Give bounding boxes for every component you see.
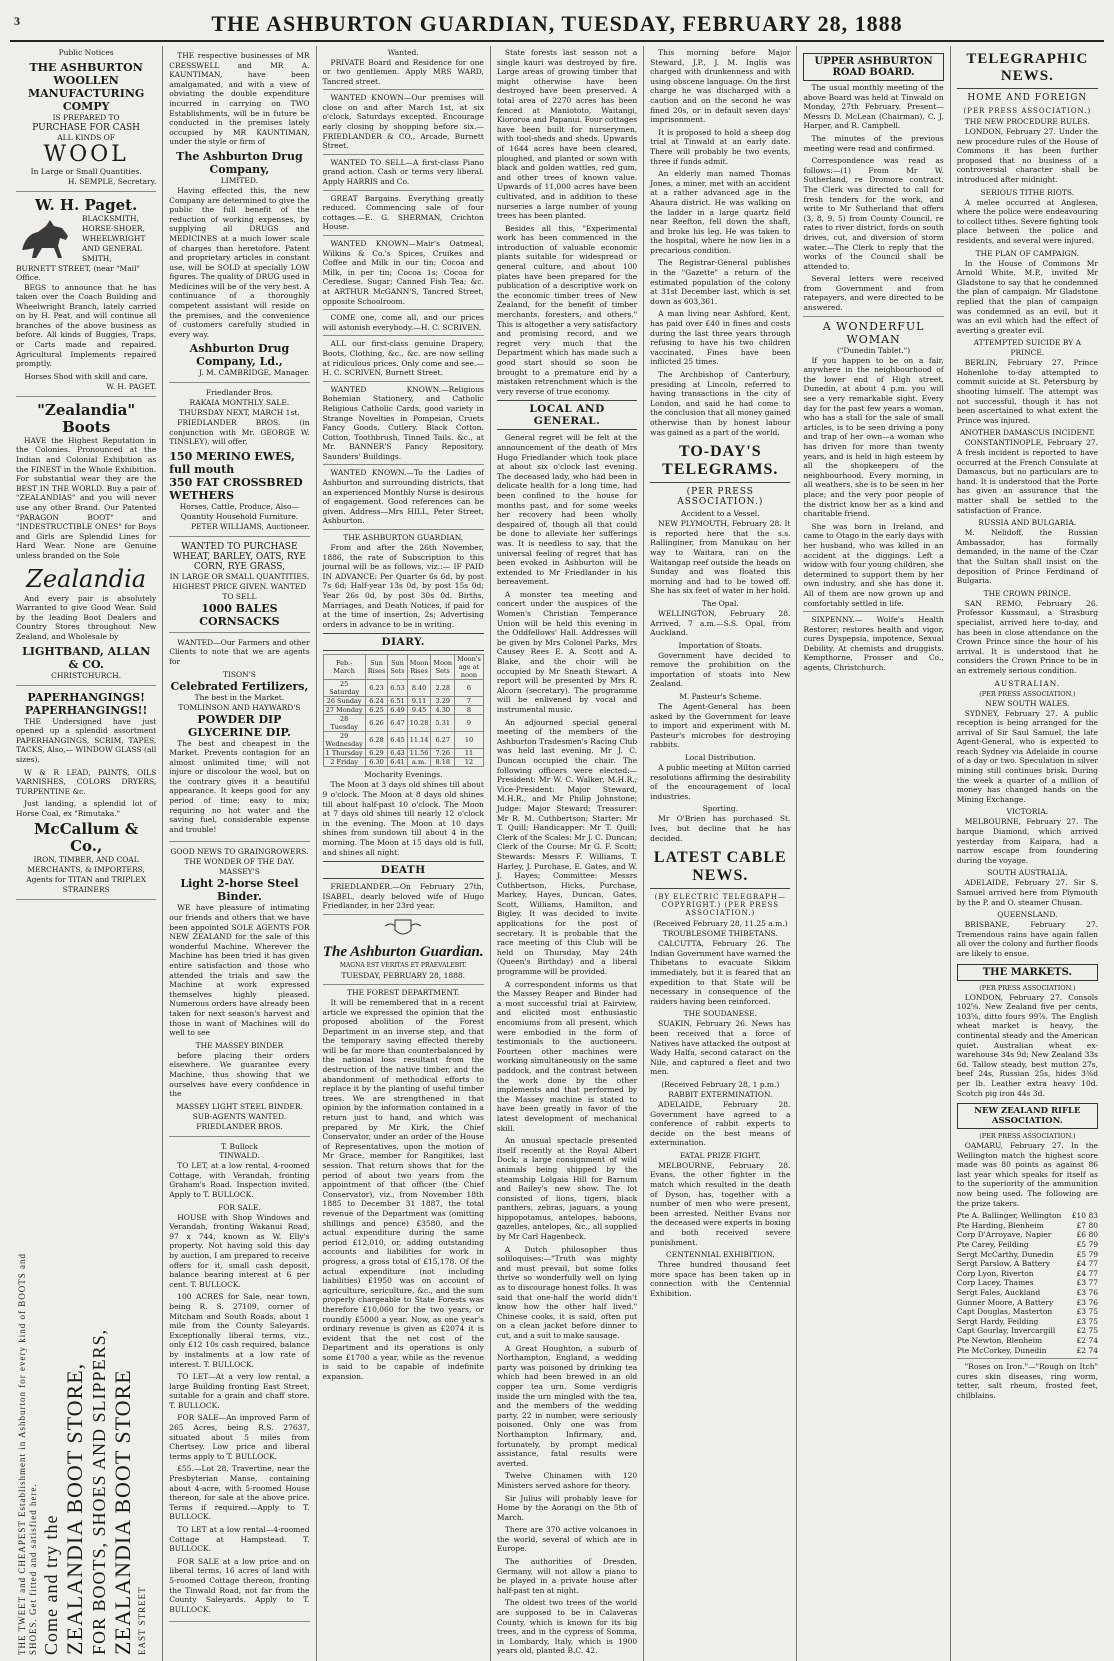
score-prize: £10 83 [1071, 1211, 1098, 1221]
diary-cell: 9.11 [407, 697, 431, 706]
score-prize: £4 77 [1076, 1268, 1098, 1278]
upper-ashburton-body: The usual monthly meeting of the above Board was held at Tinwald on Monday, 27th February. Present—Messrs D. McLean (Chairman), C. J. Harper, and R. Campbell. The minutes of the previous meeting were read and confirmed. Correspondence was read as follows:—(1) From Mr W. Sutherland, re Dromore contract. The Clerk was directed to call for fresh tenders for the work, and write to Mr Sutherland that offers (3, 8, 9, 5) from County Council, re rates to river district, fords on south drives, cut, and diversion of storm water.—The Clerk to reply that the works of the Council shall be attended to. Several letters were received from Government and from ratepayers, and were directed to be answered. [803, 83, 944, 313]
tinwald: TINWALD. [219, 1151, 260, 1161]
diary-table [323, 654, 484, 767]
score-prize: £3 75 [1076, 1307, 1098, 1317]
paget-trades: BLACKSMITH, HORSE-SHOER, WHEELWRIGHT AND GENERAL SMITH, [82, 213, 146, 263]
small-ads: PRIVATE Board and Residence for one or two gentlemen. Apply MRS WARD, Tancred street. WANTED KNOWN—Our premises will close on and after March 1st, at six o'clock, Saturdays excepted. Encourage early closing by shopping before six.—FRIEDLANDER & CO., Arcade, Burnett Street. WANTED TO SELL—A first-class Piano grand action. Cash or terms very liberal. Apply HARRIS and Co. GREAT Bargains. Everything greatly reduced. Commencing sale of four cottages.—E. G. SHERMAN, Crichton House. WANTED KNOWN—Mair's Oatmeal, Wilkins & Co.'s Spices, Cruikes and Coffee and Milk in our tin; Cocoa and Milk, in per tin; Cocoa 1s; Cocoa for Ceredlese. Sugar; Canned Fish Tea; &c. at ARTHUR McGANN'S, Tancred Street, opposite Schoolroom. COME one, come all, and our prices will astonish everybody.—H. C. SCRIVEN. ALL our first-class genuine Drapery, Boots, Clothing, &c., &c. are now selling at ridiculous prices. Only come and see.—H. C. SCRIVEN, Burnett Street. WANTED KNOWN.—Religious Bohemian Stationery, and Catholic Religious Catholic Cards, good variety in Strange Novelties in Pompeian, Cruets Fancy Goods, Cutlery. Black Cotton. Cotton, Toothbrush, Tinned Tails. &c., at Mr. BANNER'S Fancy Repository, Saunders' Buildings. WANTED KNOWN.—To the Ladies of Ashburton and surrounding districts, that an experienced Monthly Nurse is desirous of engagement. Good references can be given. Address—Mrs HILL, Peter Street, Ashburton. [322, 57, 484, 526]
grain-advert [169, 539, 309, 633]
score-row [957, 1288, 1098, 1298]
boot-store-line-2: ZEALANDIA BOOT STORE, [61, 1362, 87, 1655]
drug-name: The Ashburton Drug Company, [176, 149, 303, 176]
diary-header-cell: Feb.-March [323, 655, 365, 680]
diary-cell: 8.18 [431, 758, 455, 767]
woollen-name: THE ASHBURTON WOOLLEN [29, 60, 143, 87]
telegraphic-head: TELEGRAPHIC NEWS. [957, 48, 1098, 89]
score-row [957, 1230, 1098, 1240]
diary-cell: 10 [455, 732, 484, 749]
paget-address: BURNETT STREET, (near "Mail" Office. [16, 263, 140, 282]
binder-name: MASSEY LIGHT STEEL BINDER. [175, 1101, 303, 1111]
diary-cell: 11.56 [407, 749, 431, 758]
boot-store-advert [12, 1225, 152, 1655]
score-prize: £3 76 [1076, 1297, 1098, 1307]
page-number: 3 [14, 14, 21, 28]
binder-title: Light 2-horse Steel Binder. [180, 877, 299, 904]
diary-cell: 11 [455, 749, 484, 758]
rakaia-sale: RAKAIA MONTHLY SALE. [189, 397, 290, 407]
guardian-name: The Ashburton Guardian. [322, 943, 484, 960]
score-name: Pte Harding, Blenheim [956, 1220, 1044, 1230]
crest [323, 918, 484, 940]
diary-row [323, 749, 483, 758]
drug-company-advert [169, 48, 309, 383]
score-row [957, 1240, 1098, 1250]
diary-cell: 4.30 [431, 706, 455, 715]
boot-store-small: THE TWEET and CHEAPEST Establishment in Ashburton for every kind of BOOTS and SHOES. Get fitted and satisfied here. [16, 1253, 38, 1655]
diary-cell: 25 Saturday [323, 680, 365, 697]
diary-cell: 6 [455, 680, 484, 697]
diary-cell: 28 Tuesday [323, 715, 365, 732]
rakaia-date: THURSDAY NEXT, MARCH 1st. [179, 407, 300, 417]
horse-icon [16, 216, 78, 262]
diary-cell: 6.43 [388, 749, 407, 758]
score-row [957, 1250, 1098, 1260]
score-name: Corp D'Arroyave, Napier [956, 1230, 1052, 1240]
diary-cell: 9.45 [407, 706, 431, 715]
markets-body: LONDON, February 27. Consols 102⅝. New Zealand five per cents, 103⅝, ditto fours 99⅞. The English wheat market is heavy, the continental steady and the American quiet. Australian wheat ex-warehouse 34s 9d; New Zealand 33s 6d. Tallow steady, best mutton 27s, beef 24s, Russian 25s, hides 3⅜d per lb. Leather extra heavy 10d. Scotch pig iron 44s 3d. [956, 992, 1098, 1098]
diary-cell: 8 [455, 706, 484, 715]
score-prize: £4 77 [1076, 1259, 1098, 1269]
score-name: Sergt Parslow, A Battery [956, 1259, 1050, 1269]
diary-cell: 7 [455, 697, 484, 706]
mccallum-trade: IRON, TIMBER, AND COAL MERCHANTS, & IMPORTERS, [27, 855, 145, 875]
diary-cell: 5.31 [431, 715, 455, 732]
wanted-wheat: WANTED TO PURCHASE WHEAT, BARLEY, OATS, RYE CORN, RYE GRASS, [172, 541, 306, 572]
score-name: Pte Carey, Feilding [956, 1240, 1029, 1250]
diary-cell: 26 Sunday [323, 697, 365, 706]
fertilizers: Celebrated Fertilizers, [170, 679, 309, 693]
markets-head: THE MARKETS. [957, 964, 1098, 981]
glycerine-dip: GLYCERINE DIP. [188, 725, 291, 739]
score-prize: £6 80 [1076, 1230, 1098, 1240]
drug-notice: THE respective businesses of MR CRESSWELL and MR A. KAUNTIMAN, have been amalgamated, and with a view of obviating the double expenditure incurred in carrying on TWO Establishments, will be in future be conducted in the premises lately occupied by MR KAUNTIMAN, under the style or firm of [169, 51, 310, 147]
score-name: Pte A. Ballinger, Wellington [956, 1211, 1062, 1221]
woollen-sign: H. SEMPLE, Secretary. [67, 176, 157, 186]
friedlander-label: Friedlander Bros. [205, 388, 273, 398]
powder-dip: POWDER DIP [197, 712, 282, 726]
score-name: Capt Gourlay, Invercargill [956, 1326, 1056, 1336]
boot-store-line-4: ZEALANDIA BOOT STORE [109, 1369, 135, 1655]
paget-name: W. H. Paget. [34, 195, 138, 214]
diary-cell: 6.29 [365, 749, 387, 758]
paperhangings-advert [16, 688, 156, 901]
score-name: Corp Lacey, Thames [956, 1278, 1034, 1288]
zealandia-body: HAVE the Highest Reputation in the Colonies. Pronounced at the Indian and Colonial Exhibition as the FINEST in the Whole Exhibition. For substantial wear they are the BEST IN THE WORLD. Buy a pair of "ZEALANDIAS" and you will never use any other Brand. Our Patented "PARAGON BOOT" and "INDESTRUCTIBLE ONES" for Boys and Girls are Splendid Lines for Hard Wear. None are Genuine unless branded on the Sole [16, 435, 157, 560]
score-row [957, 1326, 1098, 1336]
lightband-city: CHRISTCHURCH. [51, 670, 122, 680]
paget-body: BEGS to announce that he has taken over the Coach Building and Wheelwright Branch, lately carried on by H. Peat, and will continue all branches of the above business as before. All kinds of Buggies, Traps, or Carts made and repaired. Agricultural Implements repaired promptly. [16, 282, 157, 369]
cable-head: LATEST CABLE NEWS. [650, 846, 790, 889]
telegrams-body: Accident to a Vessel. NEW PLYMOUTH, February 28. It is reported here that the s.s. Rallinginer, from Manukau on her way to Waitara, ran on the Waitangap reef outside the heads on Sunday and was floated this morning and had to be towed off. She has six feet of water in her hold. The Opal. WELLINGTON, February 28. Arrived, 7 a.m.—S.S. Opal, from Auckland. Importation of Stoats. Government have decided to remove the prohibition on the importation of stoats into New Zealand. M. Pasteur's Scheme. The Agent-General has been asked by the Government for leave to import and experiment with M. Pasteur's microbes for destroying rabbits. Local Distribution. A public meeting at Milton carried resolutions affirming the desirability of the encouragement of local industries. Sporting. Mr O'Brien has purchased St. Ives, but decline that he has decided. [650, 509, 791, 843]
score-prize: £3 76 [1076, 1288, 1098, 1297]
dip-body: The best and cheapest in the Market. Prevents contagion for an almost unlimited time; will not injure or discolour the wool, but on the contrary gives it a beautiful appearance. It keeps good for any period of time; easy to mix; requiring no hot water and the saving fuel, considerable expense and trouble! [169, 738, 310, 834]
woollen-wool: WOOL [43, 141, 129, 167]
diary-cell: 6.27 [431, 732, 455, 749]
score-row [957, 1259, 1098, 1269]
score-prize: £2 75 [1076, 1326, 1098, 1336]
wanted-note: IN LARGE OR SMALL QUANTITIES. HIGHEST PRICE GIVEN. WANTED TO SELL [169, 571, 310, 601]
score-name: Capt Douglas, Masterton [956, 1307, 1053, 1317]
wanted-label: Wanted. [387, 48, 419, 57]
cable-sub: (BY ELECTRIC TELEGRAPH—COPYRIGHT.) (PER PRESS ASSOCIATION.) [654, 893, 786, 918]
diary-cell: 6.47 [388, 715, 407, 732]
merino-sign: PETER WILLIAMS, Auctioneer. [190, 521, 310, 531]
score-row [957, 1317, 1098, 1327]
forest-continued: State forests last season not a single kauri was destroyed by fire. Large areas of growing timber that might otherwise have been destroyed have been preserved. A total area of 2270 acres has been fenced at Maniototo, Waitangi, Kiororoa and Papanui. Four cottages have been built for nurserymen, with tool-sheds and sheds. Upwards of 1644 acres have been cleared, ploughed, and planted or sown with black and golden wattles, red gum, and other trees of known value. Upwards of 11,000 acres have been cultivated, and in addition to these nurseries a large number of young trees has been planted. Besides all this, "Experimental work has been commenced in the introduction of valuable economic plants suitable for widespread or general culture, and about 100 plates have been prepared for the publication of a descriptive work on the economic timber trees of New Zealand, for the benefit of timber merchants, foresters, and others." This is altogether a very satisfactory and promising record, and we regret very much that the Department which has made such a good start should so soon be brought to a premature end by a mistaken retrenchment which is the very reverse of true economy. [496, 48, 638, 396]
death-body: FRIEDLANDER.—On February 27th, ISABEL, dearly beloved wife of Hugo Friedlander, in her 23rd year. [322, 882, 484, 911]
fertilizer-advert [169, 635, 309, 843]
score-name: Gunner Moore, A Battery [956, 1297, 1054, 1307]
binder-advert [169, 844, 309, 1136]
diary-cell: 8.40 [407, 680, 431, 697]
binder-sign: FRIEDLANDER BROS. [196, 1121, 283, 1131]
merino-note: Horses, Cattle, Produce, Also— Quantity Household Furniture. [179, 501, 300, 521]
upper-ashburton-head: UPPER ASHBURTON ROAD BOARD. [803, 53, 943, 81]
local-head: LOCAL AND GENERAL. [497, 400, 637, 430]
diary-cell: 6.25 [365, 706, 387, 715]
rifle-scores [957, 1211, 1098, 1355]
woollen-kinds: ALL KINDS OF [57, 132, 116, 142]
guardian-date: TUESDAY, FEBRUARY 28, 1888. [341, 970, 466, 980]
binder-see: THE MASSEY BINDER [195, 1040, 284, 1050]
section-label: Public Notices [58, 48, 114, 57]
guardian-subs-body: From and after the 26th November, 1886, the rate of Subscription to this journal will be as follows, viz.:— IF PAID IN ADVANCE: Per Quarter 6s 6d, by post 7s 6d; Half-year 13s 0d, by post 15s 0d; Year 26s 0d, by post 30s 0d. Births, Marriages, and Death Notices, if paid for at the time of insertion, 2s; Advertising orders in advance to be in writing. [322, 543, 484, 629]
binder-body: WE have pleasure of intimating our friends and others that we have been appointed SOLE AGENTS FOR NEW ZEALAND for the sale of this wonderful Machine. Wherever the Machine has been tried it has given entire satisfaction and those who attended the trials and saw the Machine at work expressed themselves highly pleased. Numerous orders have already been taken for next season's harvest and those in want of Machines will do well to see [169, 903, 310, 1038]
merino-150: 150 MERINO EWES, full mouth [169, 449, 295, 476]
drug-name-2: Ashburton Drug Company, Ld., [189, 342, 290, 369]
good-news: GOOD NEWS TO GRAINGROWERS. [170, 847, 309, 857]
column-3 [317, 46, 491, 1661]
moon-body: The Moon at 3 days old shines till about 9 o'clock. The Moon at 8 days old shines till about half-past 10 o'clock. The Moon at 7 days old shines till nearly 12 o'clock in the evening. The Moon at 10 days shines from sundown till about 4 in the morning. The Moon at 15 days old is full, and shines all night. [322, 780, 484, 857]
tison: TISON'S [222, 669, 256, 679]
column-2 [163, 46, 316, 1661]
diary-header-cell: Moon Rises [407, 655, 431, 680]
diary-cell: 6.45 [388, 732, 407, 749]
diary-cell: 2.28 [431, 680, 455, 697]
diary-cell: 29 Wednesday [323, 732, 365, 749]
diary-cell: 6.23 [365, 680, 387, 697]
diary-header-cell: Sun Rises [365, 655, 387, 680]
guardian-motto: MAGNA EST VERITAS ET PRAEVALEBIT. [339, 961, 467, 969]
cornsacks: 1000 BALES CORNSACKS [199, 601, 280, 628]
score-row [957, 1336, 1098, 1346]
local-continued: This morning before Major Steward, J.P., J. M. Inglis was charged with drunkenness and with using obscene language. On the first charge he was discharged with a caution and on the second he was fined 20s, or in default seven days' imprisonment. It is proposed to hold a sheep dog trial at Tinwald at an early date. There will probably be two events, three if funds admit. An elderly man named Thomas Jones, a miner, met with an accident at a rather advanced age in the Ahaura district. He was walking on the ladder in a large quartz field near Reefton, fell down the shaft, and broke his leg. He was taken to the hospital, where he now lies in a precarious condition. The Registrar-General publishes in the "Gazette" a return of the estimated population of the colony at 31st December last, which is set down as 603,361. A man living near Ashford, Kent, has paid over £40 in fines and costs during the last three years through refusing to have his two children vaccinated. Fines have been inflicted 25 times. The Archbishop of Canterbury, presiding at Lincoln, referred to having transactions in the city of London, and said he had come to the conclusion that all money gained otherwise than by honest labour was gained as a part of the world. [650, 48, 791, 437]
death-head: DEATH [323, 861, 484, 879]
diary-cell: 6.28 [365, 732, 387, 749]
diary-cell: 6.30 [365, 758, 387, 767]
diary-cell: 2 Friday [323, 758, 365, 767]
woman-body: If you happen to be on a fair, anywhere in the neighbourhood of the lower end of High street, Dunedin, at about 4 p.m. you will see a very remarkable sight. Every day for the past few years a woman, who has a stall for the sale of small articles, is to be seen driving a pony and trap of her own—a woman who has driven for more than twenty years, and is held in high esteem by all the shopkeepers of the neighbourhood. Every morning, in all weathers, she is to be seen in her place; and the very poor people of the district know her as a kind and charitable friend. She was born in Ireland, and came to Otago in the early days with her husband, who was killed in an accident at the diggings. Left a widow with four young children, she determined to support them by her own industry, and she has done it. All of them are now grown up and comfortably settled in life. [803, 355, 944, 608]
rakaia-body: FRIEDLANDER BROS. (in conjunction with Mr. GEORGE W. TINSLEY), will offer, [169, 417, 310, 447]
woollen-purchase: PURCHASE FOR CASH [32, 122, 140, 133]
score-prize: £3 77 [1076, 1278, 1098, 1288]
diary-row [323, 732, 483, 749]
score-row [957, 1278, 1098, 1288]
paperhangings-body: THE Undersigned have just opened up a splendid assortment PAPERHANGINGS, SCRIM, TAPES, TACKS, Also,— WINDOW GLASS (all sizes). W & R LEAD, PAINTS, OILS VARNISHES, COLORS DRYERS, TURPENTINE &c. Just landing, a splendid lot of Horse Coal, ex "Rimutaka." [16, 716, 157, 818]
diary-cell: 11.14 [407, 732, 431, 749]
rifle-head: NEW ZEALAND RIFLE ASSOCIATION. [957, 1103, 1098, 1129]
forest-body: It will be remembered that in a recent article we expressed the opinion that the proposed abolition of the Forest Department in an inverse step, and that the temporary saving effected thereby will be far more than counterbalanced by the national loss resultant from the destruction of the native timber, and the abandonment of methodical efforts to replace it by the planting of useful timber trees. We are strengthened in that opinion by the information contained in a return just to hand, and which was prepared by Mr Kirk, the Chief Conservator, under an order of the House of Representatives, upon the motion of Mr Grace, member for Rangitikei, last session. That return shows that for the period of about two years from the appointment of that officer (the Chief Conservator), viz., from November 18th 1885 to December 31 1887, the total revenue of the Department was (omitting shillings and pence) £3580, and the actual expenditure during the same period £12,010, or, adding outstanding accounts and liabilities for work in progress, a gross total of £15,178. Of the actual expenditure (not including liabilities) £1950 was on account of agriculture, sericulture, &c., and the sum properly chargeable to State Forests was therefore £10,060 for the two years, or roundly £5000 a year. Now, as one year's ordinary revenue is given as £2074 it is evident that the net cost of the Department and its operations is only some £1700 a year, while as the revenue is said to be capable of indefinite expansion. [322, 997, 484, 1382]
diary-cell: 6.49 [388, 706, 407, 715]
crest-icon [383, 918, 423, 940]
diary-row [323, 706, 483, 715]
massey: MASSEY'S [218, 867, 260, 877]
telegrams-head: TO-DAY'S TELEGRAMS. [650, 440, 790, 483]
wonder: THE WONDER OF THE DAY. [184, 857, 295, 867]
column-5 [644, 46, 797, 1661]
score-prize: £5 79 [1076, 1249, 1098, 1259]
score-row [957, 1211, 1098, 1221]
paperhangings-head: PAPERHANGINGS! PAPERHANGINGS!! [24, 690, 148, 717]
telegraphic-body: THE NEW PROCEDURE RULES. LONDON, February 27. Under the new procedure rules of the House of Commons it has been further proposed that no business of a controversial character shall be introduced after midnight. SERIOUS TITHE RIOTS. A melee occurred at Anglesea, where the police were endeavouring to collect tithes. Severe fighting took place between the police and residents, and several were injured. THE PLAN OF CAMPAIGN. In the House of Commons Mr Arnold White, M.P., invited Mr Gladstone to say that he condemned the plan of campaign. Mr Gladstone replied that the plan of campaign was condemned as an evil, but it was an evil which had the effect of averting a greater evil. ATTEMPTED SUICIDE BY A PRINCE. BERLIN, February 27. Prince Hohenlohe to-day attempted to commit suicide at St. Petersburg by shooting himself. The attempt was not successful, though it has not been ascertained to what extent the Prince was injured. ANOTHER DAMASCUS INCIDENT. CONSTANTINOPLE, February 27. A fresh incident is reported to have occurred at the French Consulate at Damascus, but no particulars are to hand. It is understood that the Porte has given an assurance that the matter shall be settled to the satisfaction of France. RUSSIA AND BULGARIA. M. Nelidoff, the Russian Ambassador, has formally demanded, in the name of the Czar that the Sultan shall insist on the deposition of Prince Ferdinand of Bulgaria. THE CROWN PRINCE. SAN REMO, February 26. Professor Kussmaul, a Strasburg specialist, arrived here to-day, and has been in close attendance on the Crown Prince since the hour of his arrival. It is understood that he considers the Crown Prince to be in an extremely serious condition. AUSTRALIAN. (PER PRESS ASSOCIATION.) NEW SOUTH WALES. SYDNEY, February 27. A public reception is being arranged for the arrival of Sir Saul Samuel, the late Agent-General, who is expected to reach Sydney via Adelaide in course of a day or two. Speculation in silver mining still continues brisk. During the week a quarter of a million of money has changed hands on the Mining Exchange. VICTORIA. MELBOURNE, February 27. The barque Diamond, which arrived yesterday from Kaipara, had a narrow escape from foundering during the voyage. SOUTH AUSTRALIA. ADELAIDE, February 27. Sir S. Samuel arrived here from Plymouth by the P. and O. steamer Chusan. QUEENSLAND. BRISBANE, February 27. Tremendous rains have again fallen all over the colony and further floods are likely to ensue. [956, 117, 1098, 958]
diary-header-cell: Moon's age at noon [455, 655, 484, 680]
bullock-body: TO LET, at a low rental, 4-roomed Cottage, with Verandah, fronting Graham's Road. Inspection invited. Apply to T. BULLOCK. FOR SALE. HOUSE with Shop Windows and Verandah, fronting Wakanui Road, 97 x 744, known as W. Elly's property. Not having sold this day by auction, I am prepared to receive offers for it, small cash deposit, balance bearing interest at 6 per cent. T. BULLOCK. 100 ACRES for Sale, near town, being R. S. 27109, corner of Mitcham and South Roads, about 1 mile from the County Saleyards. Exceptionally liberal terms, viz., only £12 10s cash required, balance by instalments at a low rate of interest. T. BULLOCK. TO LET—At a very low rental, a large Building fronting East Street, suitable for a grain and chaff store. T. BULLOCK. FOR SALE—An improved Farm of 265 Acres, being R.S. 27637, situated about 5 miles from Chertsey. Low price and liberal terms apply to T. BULLOCK. £55.—Lot 28, Travertine, near the Presbyterian Manse, containing about 4-acre, with 5-roomed House thereon, for sale at the above price. Terms if required.—Apply to T. BULLOCK. TO LET at a low rental—4-roomed Cottage at Hampstead. T. BULLOCK. FOR SALE at a low price and on liberal terms, 16 acres of land with 5-roomed Cottage thereon, fronting the Tinwald Road, not far from the County Saleyards. Apply to T. BULLOCK. [169, 1161, 310, 1614]
score-row [957, 1269, 1098, 1279]
zealandia-advert [16, 399, 156, 686]
binder-agents: SUB-AGENTS WANTED. [192, 1111, 287, 1121]
bullock-label: T. Bullock [220, 1141, 258, 1151]
zealandia-guarantee: And every pair is absolutely Warranted to give Good Wear. Sold by the leading Boot Dealers and Country Stores throughout New Zealand, and Wholesale by [16, 593, 157, 641]
paget-sign: W. H. PAGET. [106, 381, 157, 391]
score-row [957, 1307, 1098, 1317]
diary-header-cell: Sun Sets [388, 655, 407, 680]
boot-store-line-1: Come and try the [40, 1514, 61, 1655]
score-row [957, 1346, 1098, 1356]
woollen-advert [16, 58, 156, 192]
woollen-lots: In Large or Small Quantities. [30, 166, 142, 176]
diary-cell: 6.53 [388, 680, 407, 697]
telegraphic-assoc: (PER PRESS ASSOCIATION.) [963, 107, 1092, 115]
diary-row [323, 758, 483, 767]
markets-assoc: (PER PRESS ASSOCIATION.) [979, 983, 1076, 992]
diary-row [323, 697, 483, 706]
moon-head: Mocharity Evenings. [363, 770, 443, 780]
binder-confidence: before placing their orders elsewhere. We guarantee every Machine, thus showing that we ourselves have every confidence in the [169, 1050, 310, 1099]
paget-shod: Horses Shod with skill and care. [24, 371, 148, 381]
local-body: General regret will be felt at the announcement of the death of Mrs Hugo Friedlander which took place at about six o'clock last evening. The deceased lady, who had been in delicate health for a long time, had been confined to the house for months past, and for some weeks her recovery had been wholly despaired of, though all that could be done to alleviate her sufferings was. It is needless to say, that the universal feeling of regret that has been evoked in Ashburton will be extended to Mr Friedlander in his bereavement. A monster tea meeting and concert under the auspices of the Women's Christian Temperance Union will be held this evening in the Oddfellows' Hall. Addresses will be given by Mrs Colonel Parks, Mrs Causey Rees E. A. Scott and A. Blake, and the choir will be occupied by Mr Sneath Stewart. A report will be presented by Mrs R. Alcorn (secretary). The programme will be enlivened by vocal and instrumental music. An adjourned special general meeting of the members of the Ashburton Tradesmen's Racing Club was held last evening. Mr J. C. Duncan occupied the chair. The following officers were elected:—President: Mr W. C. Walker, M.H.R.; Vice-President: Major Steward, M.H.R., and Mr Philip Johnstone; Judge: Major Steward; Treasurer: Mr R. M. Cuthbertson; Starter: Mr T. Quill; Handicapper: Mr T. Quill; Clerk of the Scales: Mr J. C. Duncan; Clerk of the Course: Mr G. F. Scott; Stewards: Messrs F. Williams, T. Harley, J. Purchase, E. Gates, and W. J. Hayes; Committee: Messrs Cuthbertson, Hicks, Purchase, Markey, Hayes, Duncan, Gates, Scott, Williams, Hamilton, and Bigley. It was decided to invite applications for the post of secretary. It is probable that the race meeting of this Club will be held on Thursday, May 24th (Queen's Birthday) and a liberal programme will be provided. A correspondent informs us that the Massey Reaper and Binder had a most successful trial at Fairview, and elicited most enthusiastic encomiums from all present, which were embodied in the form of testimonials to the auctioneers. Fourteen other machines were working simultaneously on the same paddock, and the contrast between the work done by the other implements and that performed by the Massey machine is stated to have been greatly in favor of the latest development of mechanical skill. An unusual spectacle presented itself recently at the Royal Albert Dock; a large consignment of wild animals being shipped by the steamship Lolgaia Hill for Barnum and Bailey's new show. The lot consisted of lions, tigers, black panthers, zebras, jaguars, a young hippopotamus, antelopes, baboons, gazelles, antelopes, &c., all supplied by Mr Carl Hagenbeck. A Dutch philosopher thus soliloquises:—"Truth was mighty and must prevail, but some folks thrive so wonderfully well on lying as to discourage honest folks. It was said that one-half the world didn't know how the other half lived." Chinese cooks, it is said, often put on a clean jacket before dinner to cut, and a suit to make sausage. A Great Houghton, a suburb of Northampton, England, a wedding party was poisoned by drinking tea which had been brewed in an old copper tea urn. Some verdigris inside the urn mingled with the tea, and the members of the wedding party, 22 in number, were seriously poisoned. Only one was from Northampton Infirmary, and, fortunately, by prompt medical assistance, fatal results were averted. Twelve Chinamen with 120 Ministers served ashore for theory. Sir Julius will probably leave for Home by the Aorangi on the 5th of March. There are 370 active volcanoes in the world, several of which are in Europe. The authorities of Dresden, Germany, will not allow a piano to be played in a private house after half-past ten at night. The oldest two trees of the world are supposed to be in Calaveras County, which is known for its big trees, and in the cypress of Somma, in Lombardy, Italy, which is 1900 years old, planted B.C. 42. [496, 433, 638, 1656]
bullock-adverts [169, 1139, 309, 1623]
score-prize: £5 79 [1076, 1240, 1098, 1250]
diary-cell: 27 Monday [323, 706, 365, 715]
score-name: Sergt McCarthy, Dunedin [956, 1249, 1054, 1259]
score-name: Corp Lyon, Riverton [956, 1268, 1034, 1278]
telegrams-sub: (PER PRESS ASSOCIATION.) [677, 487, 764, 508]
masthead [10, 8, 1104, 42]
cable-body: (Received February 28, 11.25 a.m.) TROUBLESOME THIBETANS. CALCUTTA, February 26. The Indian Government have warned the Thibetans to evacuate Sikkim immediately, but it is feared that an expedition to that State will be necessary in consequence of the raiders having been reinforced. THE SOUDANESE. SUAKIN, February 26. News has been received that a force of Natives have attacked the outpost at Wady Halfa, second cataract on the Nile, and captured a fleet and two men. (Received February 28, 1 p.m.) RABBIT EXTERMINATION. ADELAIDE, February 28. Government have agreed to a conference of rabbit experts to decide on the best means of extermination. FATAL PRIZE FIGHT. MELBOURNE, February 28. Evans, the other fighter in the match which resulted in the death of Dyson, has, together with a number of men who were present, been arrested. Neither Evans nor the deceased were experts in boxing and both received severe punishment. CENTENNIAL EXHIBITION. Three hundred thousand feet more space has been taken up in connection with the Centennial Exhibition. [650, 919, 791, 1298]
score-row [957, 1298, 1098, 1308]
diary-cell: 1 Thursday [323, 749, 365, 758]
footer-note: "Roses on Iron."—"Rough on Itch" cures skin diseases, ring worm, tetter, salt rheum, frosted feet, chilblains. [956, 1362, 1098, 1400]
lightband-name: LIGHTBAND, ALLAN & CO. [22, 644, 151, 671]
woman-sub: ("Dunedin Tablet.") [836, 345, 911, 355]
paget-advert [16, 194, 156, 397]
rifle-body: OAMARU, February 27. In the Wellington match the highest score made was 80 points as against 86 last year which speaks for itself as to the superiority of the ammunition now being used. The following are the prize takers. [956, 1141, 1098, 1208]
score-prize: £2 74 [1076, 1345, 1098, 1355]
diary-cell: 9 [455, 715, 484, 732]
sidebar-note: SIXPENNY.— Wolfe's Health Restorer; restores health and vigor, cures Dyspepsia, impotence, Sexual Debility. At chemists and druggists. Kempthorne, Prosser and Co., agents, Christchurch. [803, 615, 944, 673]
drug-limited: LIMITED. [220, 175, 258, 185]
farmers-wanted: WANTED—Our Farmers and other Clients to note that we are agents for [169, 637, 310, 666]
forest-head: THE FOREST DEPARTMENT. [347, 987, 460, 997]
column-7 [951, 46, 1104, 1661]
score-name: Pte McCorkey, Dunedin [956, 1345, 1047, 1355]
diary-cell: 6.51 [388, 697, 407, 706]
diary-cell: a.m. [407, 758, 431, 767]
friedlander-advert [169, 385, 309, 536]
drug-body: Having effected this, the new Company are determined to give the public the full benefit of the reduction of working expenses, by supplying all DRUGS and MEDICINES at a much lower scale of charges than heretofore. Patent and proprietary articles in constant use, will be SOLD at specially LOW figures. The quality of DRUG used in Medicines will be of the very best. A continuance of a thoroughly competent assistant will reside on the premises, and the convenience of customers carefully studied in every way. [169, 185, 310, 339]
columns [10, 46, 1104, 1656]
mccallum-name: McCallum & Co., [33, 820, 139, 856]
rifle-assoc: (PER PRESS ASSOCIATION.) [979, 1132, 1076, 1141]
score-name: Sergt Hardy, Feilding [956, 1316, 1039, 1326]
mccallum-agents: Agents for TITAN and TRIPLEX STRAINERS [26, 875, 147, 895]
boot-store-line-5: EAST STREET [136, 1586, 147, 1655]
diary-cell: 6.24 [365, 697, 387, 706]
diary-cell: 7.26 [431, 749, 455, 758]
score-prize: £7 80 [1076, 1220, 1098, 1230]
diary-cell: 6.41 [388, 758, 407, 767]
merino-350: 350 FAT CROSSBRED WETHERS [169, 475, 303, 502]
column-6 [797, 46, 950, 1661]
diary-row [323, 680, 483, 697]
score-row [957, 1221, 1098, 1231]
fert-market: The best in the Market. [194, 692, 285, 702]
guardian-subs-head: THE ASHBURTON GUARDIAN. [343, 533, 464, 543]
drug-sign: J. M. CAMBRIDGE, Manager. [198, 368, 310, 378]
tomlinson: TOMLINSON AND HAYWARD'S [178, 702, 301, 712]
diary-cell: 6.26 [365, 715, 387, 732]
diary-row [323, 715, 483, 732]
zealandia-brand: Zealandia [26, 564, 147, 593]
diary-head: DIARY. [323, 633, 484, 651]
woman-head: A WONDERFUL WOMAN [822, 319, 925, 346]
diary-cell: 3.29 [431, 697, 455, 706]
woollen-name-2: MANUFACTURING COMPY [27, 86, 145, 113]
zealandia-head: "Zealandia" Boots [37, 400, 136, 436]
diary-cell: 12 [455, 758, 484, 767]
home-foreign: HOME AND FOREIGN [967, 93, 1088, 103]
score-prize: £2 74 [1076, 1335, 1098, 1345]
woollen-sub: IS PREPARED TO [52, 112, 120, 122]
diary-cell: 10.28 [407, 715, 431, 732]
score-prize: £3 75 [1076, 1316, 1098, 1326]
boot-store-line-3: FOR BOOTS, SHOES AND SLIPPERS, [88, 1328, 109, 1655]
masthead-title: THE ASHBURTON GUARDIAN, TUESDAY, FEBRUARY 28, 1888 [211, 11, 903, 36]
diary-header-cell: Moon Sets [431, 655, 455, 680]
score-name: Pte Newton, Blenheim [956, 1335, 1043, 1345]
column-1 [10, 46, 163, 1661]
column-4 [491, 46, 644, 1661]
score-name: Sergt Fales, Auckland [956, 1288, 1041, 1297]
